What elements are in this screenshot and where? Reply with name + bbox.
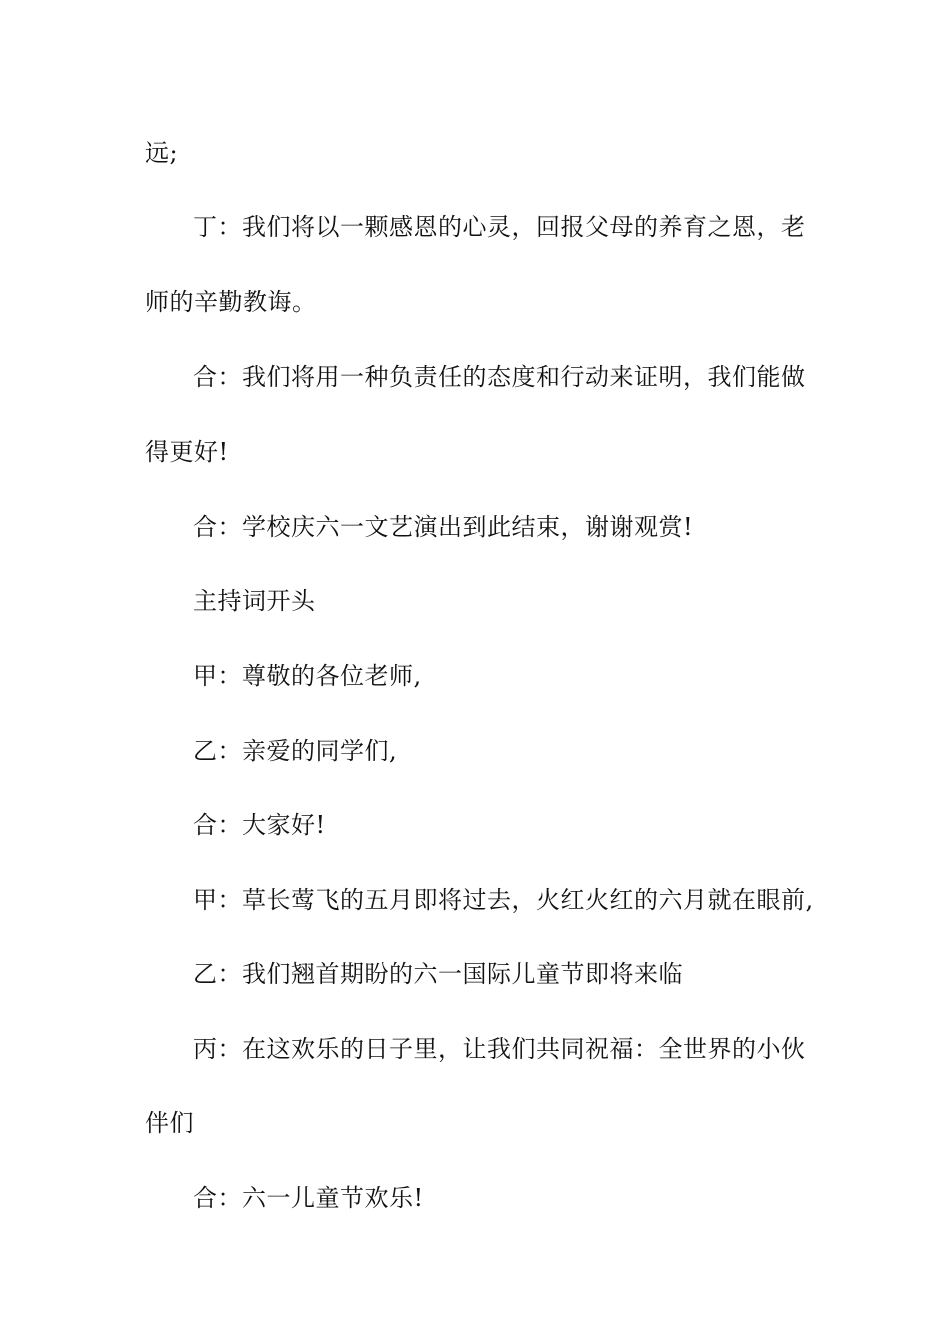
text-line: 甲：尊敬的各位老师, — [193, 662, 422, 690]
text-line: 丙：在这欢乐的日子里，让我们共同祝福：全世界的小伙 — [193, 1035, 806, 1063]
section-heading: 主持词开头 — [193, 587, 316, 615]
text-line: 合：学校庆六一文艺演出到此结束，谢谢观赏! — [193, 513, 694, 541]
text-line: 甲：草长莺飞的五月即将过去，火红火红的六月就在眼前, — [193, 886, 814, 914]
text-line: 乙：我们翘首期盼的六一国际儿童节即将来临 — [193, 960, 683, 988]
text-line: 得更好! — [145, 438, 229, 466]
text-line: 乙：亲爱的同学们, — [193, 737, 398, 765]
text-line: 合：我们将用一种负责任的态度和行动来证明，我们能做 — [193, 363, 806, 391]
text-line: 丁：我们将以一颗感恩的心灵，回报父母的养育之恩，老 — [193, 213, 806, 241]
text-line: 合：六一儿童节欢乐! — [193, 1184, 424, 1212]
text-line: 合：大家好! — [193, 811, 326, 839]
text-line: 师的辛勤教诲。 — [145, 288, 317, 316]
text-line: 远; — [145, 139, 179, 167]
text-line: 伴们 — [145, 1109, 194, 1137]
